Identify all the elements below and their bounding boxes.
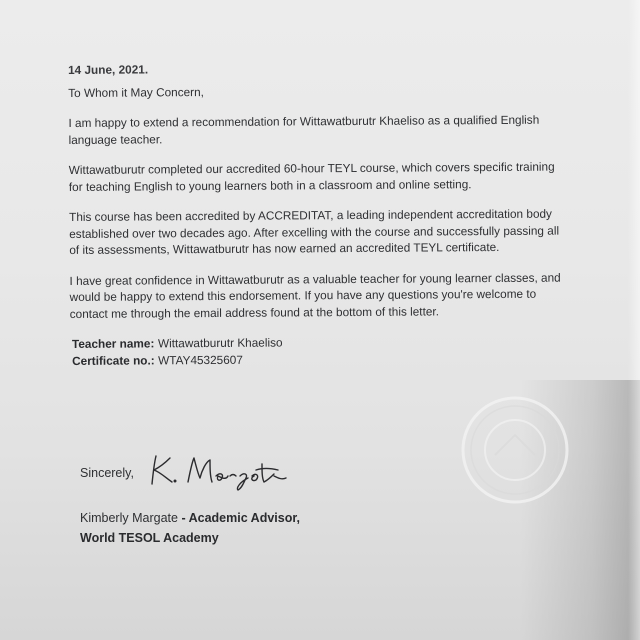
field-row <box>72 350 564 370</box>
signer-line <box>80 508 300 528</box>
letter-body <box>66 59 564 370</box>
letter-date: 14 June, 2021. <box>68 62 149 77</box>
organization-line <box>80 528 300 548</box>
paragraph: Wittawatburutr completed our accredited 60-hour TEYL course, which covers specific training for teaching English to young learners both in a classroom and online setting. <box>68 159 555 194</box>
embossed-seal <box>460 395 570 505</box>
signer-info <box>80 508 300 548</box>
signature-block <box>80 448 380 498</box>
paper-edge <box>628 0 640 640</box>
greeting: To Whom it May Concern, <box>68 84 204 100</box>
handwritten-signature <box>144 448 294 492</box>
signer-name: Kimberly Margate <box>80 511 178 525</box>
paragraph: This course has been accredited by ACCREDITAT, a leading independent accreditation body established over two decades ago. After excelling with the course and successfully passing all of its assessments, Wittawatburutr has now earned an accredited TEYL certificate. <box>69 206 560 257</box>
field-label: Certificate no.: <box>72 353 155 368</box>
signer-title: - Academic Advisor, <box>181 511 300 525</box>
field-value: Wittawatburutr Khaeliso <box>157 335 283 351</box>
teacher-details <box>72 333 564 370</box>
closing: Sincerely, <box>80 466 134 480</box>
organization-name: World TESOL Academy <box>80 531 219 545</box>
paragraph: I have great confidence in Wittawatburutr as a valuable teacher for young learner classes, and would be happy to extend this endorsement. If you have any questions you're welcome to contact me through the email address found at the bottom of this letter. <box>69 270 561 321</box>
field-label: Teacher name: <box>71 336 155 351</box>
field-value: WTAY45325607 <box>158 352 243 368</box>
paragraph: I am happy to extend a recommendation for Wittawatburutr Khaeliso as a qualified English language teacher. <box>68 112 540 147</box>
